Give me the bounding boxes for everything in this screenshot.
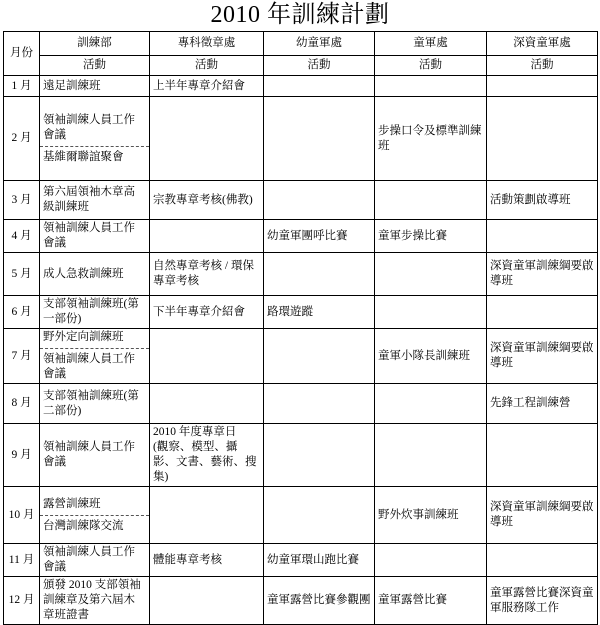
activity-cell: [40, 220, 150, 253]
activity-item: 第六屆領袖木章高級訓練班: [43, 186, 135, 213]
column-header-dept-4: 深資童軍處: [487, 32, 598, 56]
month-cell: 9 月: [4, 424, 40, 487]
activity-item: 步操口令及標準訓練班: [378, 124, 482, 152]
month-cell: 7 月: [4, 329, 40, 384]
activity-cell: [150, 181, 264, 220]
dashed-separator: [40, 515, 149, 516]
column-header-dept-2: 幼童軍處: [264, 32, 375, 56]
column-header-month: 月份: [4, 32, 40, 76]
month-cell: 8 月: [4, 384, 40, 424]
activity-item: 童軍露營比賽: [378, 594, 447, 606]
activity-cell: [487, 76, 598, 97]
activity-item: 領袖訓練人員工作會議: [43, 546, 135, 573]
activity-cell: [487, 544, 598, 577]
activity-cell: [264, 296, 375, 329]
activity-item: 幼童軍環山跑比賽: [267, 553, 359, 566]
dashed-separator: [40, 146, 149, 147]
activity-cell: [375, 577, 487, 625]
activity-cell: [40, 424, 150, 487]
activity-item: (觀察、模型、攝影、文書、藝術、搜集): [153, 441, 257, 483]
activity-item: 領袖訓練人員工作會議: [43, 222, 135, 249]
activity-item: 上半年專章介紹會: [153, 79, 245, 92]
activity-item: 童軍步操比賽: [378, 229, 447, 242]
activity-item: 下半年專章介紹會: [153, 305, 245, 318]
activity-cell: [40, 296, 150, 329]
activity-cell: [40, 577, 150, 625]
column-subheader-activity-3: 活動: [375, 56, 487, 76]
activity-item: 自然專章考核 / 環保專章考核: [153, 260, 254, 287]
activity-item: 路環遊蹤: [267, 305, 313, 318]
activity-cell: [40, 384, 150, 424]
activity-item: 深資童軍訓練綱要啟導班: [490, 501, 594, 528]
month-cell: 1 月: [4, 76, 40, 97]
activity-cell: [40, 97, 150, 181]
table-row-month-11: [4, 544, 598, 577]
activity-item: 童軍露營比賽深資童軍服務隊工作: [490, 586, 594, 614]
column-subheader-activity-0: 活動: [40, 56, 150, 76]
table-header: [4, 32, 598, 76]
activity-item: 2010 年度專章日: [153, 426, 237, 438]
activity-cell: [40, 253, 150, 296]
column-header-dept-3: 童軍處: [375, 32, 487, 56]
page-title: 2010 年訓練計劃: [210, 2, 390, 28]
activity-cell: [487, 97, 598, 181]
activity-item: 頒發 2010 支部領袖訓練章及第六屆木章班證書: [43, 579, 141, 621]
activity-cell: [40, 329, 150, 384]
activity-item: 深資童軍訓練綱要啟導班: [490, 260, 594, 287]
activity-cell: [375, 424, 487, 487]
month-cell: 10 月: [4, 487, 40, 544]
activity-item: 先鋒工程訓練營: [490, 397, 571, 409]
activity-item: 台灣訓練隊交流: [43, 519, 124, 532]
activity-item: 成人急救訓練班: [43, 267, 124, 280]
month-cell: 3 月: [4, 181, 40, 220]
activity-cell: [487, 577, 598, 625]
activity-cell: [264, 253, 375, 296]
table-row-month-12: [4, 577, 598, 625]
activity-cell: [487, 253, 598, 296]
activity-cell: [487, 424, 598, 487]
activity-cell: [375, 181, 487, 220]
activity-cell: [487, 220, 598, 253]
activity-cell: [264, 424, 375, 487]
activity-item: 體能專章考核: [153, 553, 222, 566]
column-header-dept-0: 訓練部: [40, 32, 150, 56]
activity-cell: [40, 487, 150, 544]
activity-cell: [375, 329, 487, 384]
activity-item: 宗教專章考核(佛教): [153, 193, 253, 206]
activity-cell: [264, 329, 375, 384]
activity-cell: [375, 384, 487, 424]
table-row-month-8: [4, 384, 598, 424]
table-row-month-6: [4, 296, 598, 329]
activity-item: 支部領袖訓練班(第二部份): [43, 389, 139, 417]
activity-cell: [264, 76, 375, 97]
activity-item: 遠足訓練班: [43, 79, 101, 92]
activity-item: 野外炊事訓練班: [378, 508, 459, 521]
activity-cell: [264, 487, 375, 544]
activity-cell: [150, 296, 264, 329]
activity-cell: [150, 253, 264, 296]
activity-cell: [264, 577, 375, 625]
activity-item: 童軍露營比賽參觀團: [267, 594, 371, 606]
table-row-month-2: [4, 97, 598, 181]
activity-cell: [264, 220, 375, 253]
activity-cell: [264, 181, 375, 220]
activity-cell: [375, 544, 487, 577]
activity-cell: [150, 487, 264, 544]
activity-item: 支部領袖訓練班(第一部份): [43, 298, 139, 325]
activity-item: 深資童軍訓練綱要啟導班: [490, 342, 594, 369]
activity-item: 幼童軍團呼比賽: [267, 229, 348, 242]
activity-cell: [375, 220, 487, 253]
table-row-month-4: [4, 220, 598, 253]
dashed-separator: [40, 348, 149, 349]
table-row-month-1: [4, 76, 598, 97]
activity-cell: [150, 424, 264, 487]
activity-cell: [375, 253, 487, 296]
table-row-month-9: [4, 424, 598, 487]
activity-cell: [487, 181, 598, 220]
activity-item: 領袖訓練人員工作會議: [43, 441, 135, 468]
month-cell: 2 月: [4, 97, 40, 181]
activity-item: 領袖訓練人員工作會議: [43, 353, 135, 380]
activity-cell: [375, 487, 487, 544]
activity-cell: [264, 97, 375, 181]
activity-cell: [264, 544, 375, 577]
activity-cell: [375, 296, 487, 329]
activity-item: 活動策劃啟導班: [490, 193, 571, 206]
column-subheader-activity-4: 活動: [487, 56, 598, 76]
activity-item: 領袖訓練人員工作會議: [43, 113, 135, 141]
activity-cell: [375, 76, 487, 97]
activity-cell: [40, 544, 150, 577]
activity-cell: [150, 544, 264, 577]
activity-cell: [487, 487, 598, 544]
activity-cell: [40, 181, 150, 220]
activity-item: 露營訓練班: [43, 497, 101, 510]
column-header-dept-1: 專科徵章處: [150, 32, 264, 56]
activity-cell: [150, 329, 264, 384]
column-subheader-activity-2: 活動: [264, 56, 375, 76]
activity-cell: [487, 329, 598, 384]
activity-cell: [40, 76, 150, 97]
column-subheader-activity-1: 活動: [150, 56, 264, 76]
activity-item: 野外定向訓練班: [43, 331, 124, 343]
activity-cell: [375, 97, 487, 181]
activity-cell: [150, 384, 264, 424]
table-row-month-10: [4, 487, 598, 544]
activity-cell: [150, 76, 264, 97]
table-body: [4, 76, 598, 625]
activity-item: 基維爾聯誼聚會: [43, 150, 124, 163]
month-cell: 4 月: [4, 220, 40, 253]
activity-cell: [150, 220, 264, 253]
activity-cell: [150, 577, 264, 625]
document-page: [0, 1, 600, 621]
activity-cell: [150, 97, 264, 181]
table-row-month-5: [4, 253, 598, 296]
activity-cell: [264, 384, 375, 424]
month-cell: 11 月: [4, 544, 40, 577]
month-cell: 12 月: [4, 577, 40, 625]
table-row-month-7: [4, 329, 598, 384]
training-plan-table: [3, 31, 598, 625]
activity-cell: [487, 384, 598, 424]
activity-cell: [487, 296, 598, 329]
month-cell: 6 月: [4, 296, 40, 329]
activity-item: 童軍小隊長訓練班: [378, 349, 470, 362]
month-cell: 5 月: [4, 253, 40, 296]
table-row-month-3: [4, 181, 598, 220]
